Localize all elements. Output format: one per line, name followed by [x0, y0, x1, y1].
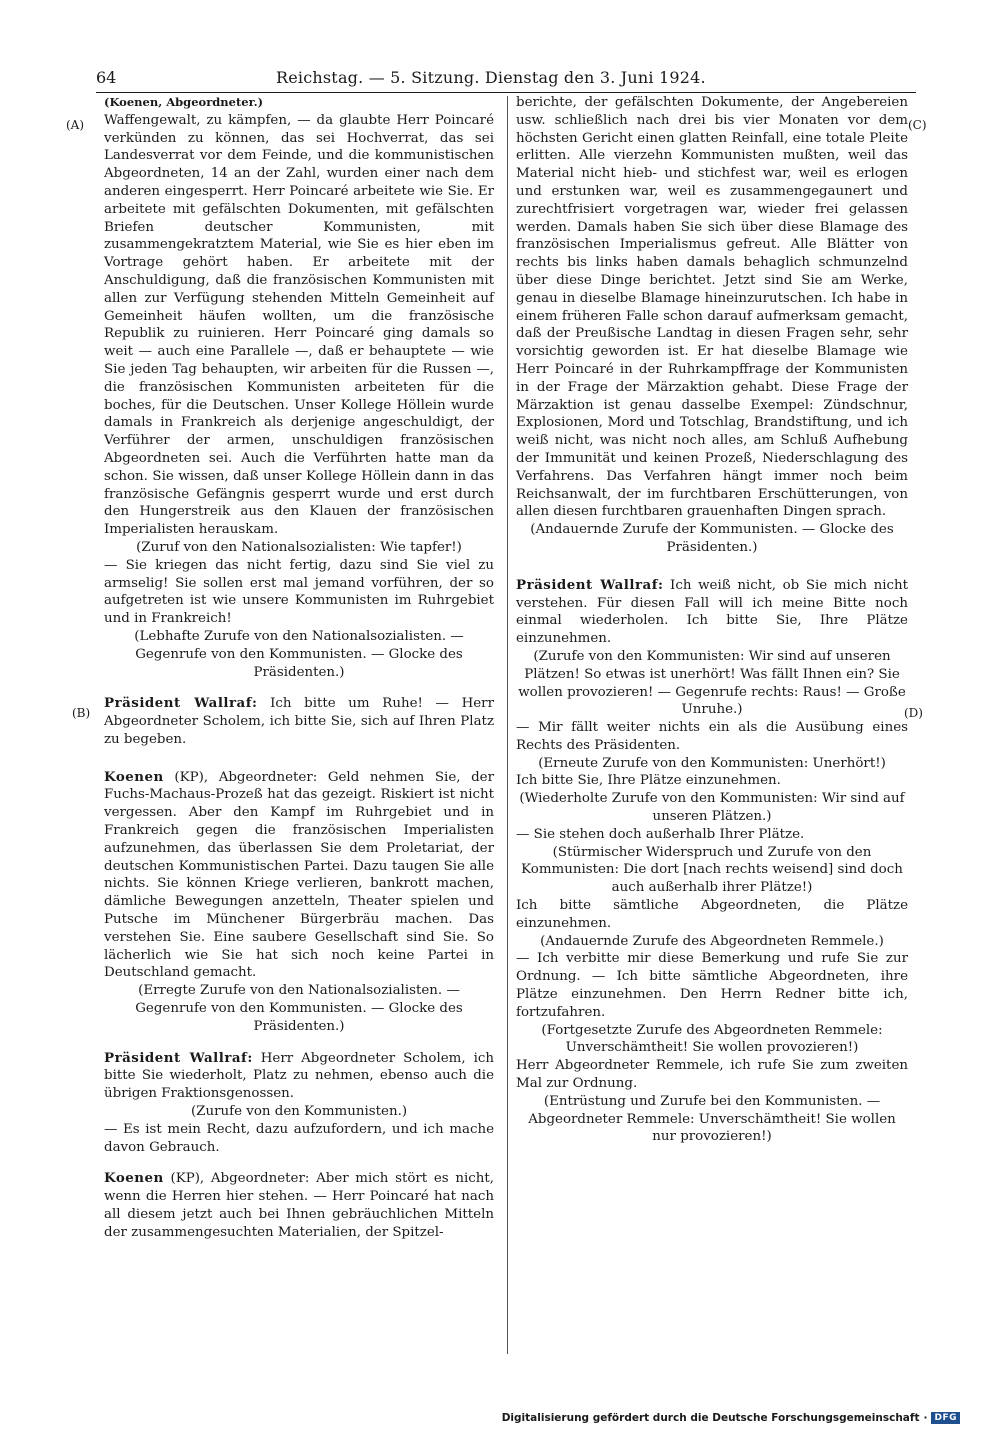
- paragraph: — Sie kriegen das nicht fertig, dazu sind Sie viel zu armselig! Sie sollen erst mal jemand vorführen, der so aufgetreten ist wie unsere Kommunisten im Ruhrgebiet und in Frankreich!: [104, 557, 494, 627]
- interjection: (Erregte Zurufe von den Nationalsozialisten. — Gegenrufe von den Kommunisten. — Glocke des Präsidenten.): [135, 983, 463, 1034]
- interjection: (Zurufe von den Kommunisten: Wir sind auf unseren Plätzen! So etwas ist unerhört! Was fällt Ihnen ein? Sie wollen provozieren! — Gegenrufe rechts: Raus! — Große Unruhe.): [518, 648, 906, 718]
- margin-mark-a: (A): [66, 118, 85, 132]
- interjection: (Entrüstung und Zurufe bei den Kommunisten. — Abgeordneter Remmele: Unverschämtheit! Sie wollen nur provozieren!): [528, 1093, 896, 1145]
- interjection: (Lebhafte Zurufe von den Nationalsozialisten. — Gegenrufe von den Kommunisten. — Glocke des Präsidenten.): [134, 628, 464, 680]
- speaker-name: Präsident Wallraf:: [104, 695, 258, 712]
- paragraph: berichte, der gefälschten Dokumente, der Angebereien usw. schließlich nach drei bis vier Monaten vor dem höchsten Gericht einen glatten Reinfall, eine totale Pleite erlitten. Alle vierzehn Kommunisten mußten, weil das Material nicht hieb- und stichfest war, weil es erlogen und erstunken war, weil es zusammengegaunert und zurechtfrisiert vorgetragen war, wieder frei gelassen werden. Damals haben Sie sich über diese Blamage des französischen Imperialismus gefreut. Alle Blätter von rechts bis links haben damals behaglich schmunzelnd über diese Dinge berichtet. Jetzt sind Sie am Werke, genau in dieselbe Blamage hineinzurutschen. Ich habe in einem früheren Falle schon darauf aufmerksam gemacht, daß der Preußische Landtag in diesen Fragen sehr, sehr vorsichtig geworden ist. Er hat dieselbe Blamage wie Herr Poincaré in der Ruhrkampffrage der Kommunisten in der Frage der Märzaktion gehabt. Diese Frage der Märzaktion ist genau dasselbe Exempel: Zündschnur, Explosionen, Mord und Totschlag, Brandstiftung, und ich weiß nicht, was nicht noch alles, am Schluß Aufhebung der Immunität und keinen Prozeß, Niederschlagung des Verfahrens. Das Verfahren hängt immer noch beim Reichsanwalt, der im furchtbaren Erschütterungen, von allen diesen furchtbaren grauenhaften Dingen sprach.: [516, 95, 908, 520]
- spacer: [104, 749, 494, 769]
- interjection: (Andauernde Zurufe der Kommunisten. — Glocke des Präsidenten.): [530, 522, 894, 555]
- interjection: (Erneute Zurufe von den Kommunisten: Unerhört!): [538, 755, 886, 771]
- margin-mark-d: (D): [904, 706, 923, 720]
- column-divider: [507, 96, 508, 1354]
- interjection: (Stürmischer Widerspruch und Zurufe von den Kommunisten: Die dort [nach rechts weisend] sind doch auch außerhalb ihrer Plätze!): [521, 844, 903, 896]
- page-number: 64: [96, 68, 117, 87]
- speech-president: [104, 695, 494, 748]
- running-title: Reichstag. — 5. Sitzung. Dienstag den 3. Juni 1924.: [276, 68, 706, 87]
- paragraph: — Ich verbitte mir diese Bemerkung und rufe Sie zur Ordnung. — Ich bitte sämtliche Abgeordneten, ihre Plätze einzunehmen. Den Herrn Redner bitte ich, fortzufahren.: [516, 951, 908, 1020]
- paragraph: Herr Abgeordneter Remmele, ich rufe Sie zum zweiten Mal zur Ordnung.: [516, 1058, 908, 1092]
- speech-text: Ich bitte um Ruhe! — Herr Abgeordneter Scholem, ich bitte Sie, sich auf Ihren Platz zu begeben.: [104, 696, 494, 747]
- speaker-continued: (Koenen, Abgeordneter.): [104, 95, 264, 109]
- margin-mark-b: (B): [72, 706, 91, 720]
- speech-text: (KP), Abgeordneter: Aber mich stört es nicht, wenn die Herren hier stehen. — Herr Poincaré hat nach all diesem jetzt auch bei Ihnen gebräuchlichen Mitteln der zusammengesuchten Materialien, der Spitzel-: [104, 1171, 494, 1240]
- dfg-logo: DFG: [931, 1412, 960, 1424]
- speech-president: [104, 1050, 494, 1103]
- spacer: [516, 557, 908, 577]
- interjection: (Zurufe von den Kommunisten.): [190, 1104, 408, 1120]
- interjection: (Wiederholte Zurufe von den Kommunisten: Wir sind auf unseren Plätzen.): [519, 791, 905, 825]
- spacer: [104, 1036, 494, 1050]
- right-column: [516, 94, 908, 1146]
- header-rule: [96, 92, 916, 93]
- paragraph: Ich bitte Sie, Ihre Plätze einzunehmen.: [516, 773, 781, 789]
- interjection: (Andauernde Zurufe des Abgeordneten Remmele.): [540, 933, 884, 949]
- paragraph: — Sie stehen doch außerhalb Ihrer Plätze.: [516, 826, 805, 842]
- speech-text: (KP), Abgeordneter: Geld nehmen Sie, der Fuchs-Machaus-Prozeß hat das gezeigt. Riskiert ist nicht vergessen. Aber den Kampf im Ruhrgebiet und in Frankreich gegen die französischen Imperialisten aufzunehmen, das überlassen Sie dem Proletariat, der deutschen Kommunistischen Partei. Dazu taugen Sie alle nichts. Sie können Kriege verlieren, bankrott machen, dämliche Bewegungen anzetteln, Theater spielen und Putsche im Münchener Bürgerbräu machen. Das verstehen Sie. Eine saubere Gesellschaft sind Sie. So lächerlich wie Sie hat sich noch keine Partei in Deutschland gemacht.: [104, 769, 494, 981]
- speech-text: Ich weiß nicht, ob Sie mich nicht verstehen. Für diesen Fall will ich meine Bitte noch einmal wiederholen. Ich bitte Sie, Ihre Plätze einzunehmen.: [516, 577, 908, 647]
- interjection: (Fortgesetzte Zurufe des Abgeordneten Remmele: Unverschämtheit! Sie wollen provozieren!): [541, 1022, 883, 1056]
- paragraph: — Es ist mein Recht, dazu aufzufordern, und ich mache davon Gebrauch.: [104, 1121, 494, 1155]
- margin-mark-c: (C): [908, 118, 927, 132]
- speaker-name: Präsident Wallraf:: [516, 576, 664, 593]
- speech-president: [516, 577, 908, 648]
- speaker-name: Präsident Wallraf:: [104, 1049, 253, 1066]
- speech-koenen: [104, 769, 494, 983]
- speaker-name: Koenen: [104, 1170, 164, 1187]
- footer-bullet: ·: [923, 1412, 928, 1424]
- footer-text: Digitalisierung gefördert durch die Deutsche Forschungsgemeinschaft: [501, 1412, 920, 1424]
- speaker-name: Koenen: [104, 768, 164, 785]
- spacer: [104, 1156, 494, 1170]
- speech-koenen: [104, 1170, 494, 1241]
- paragraph: — Mir fällt weiter nichts ein als die Ausübung eines Rechts des Präsidenten.: [516, 720, 908, 753]
- digitization-footer: [502, 1412, 960, 1424]
- speech-text: Herr Abgeordneter Scholem, ich bitte Sie wiederholt, Platz zu nehmen, ebenso auch die übrigen Fraktionsgenossen.: [104, 1050, 494, 1102]
- page-header: [96, 66, 916, 90]
- interjection: (Zuruf von den Nationalsozialisten: Wie tapfer!): [136, 539, 462, 555]
- paragraph: Waffengewalt, zu kämpfen, — da glaubte Herr Poincaré verkünden zu können, das sei Hochverrat, das sei Landesverrat vor dem Feinde, und die kommunistischen Abgeordneten, 14 an der Zahl, wurden einer nach dem anderen eingesperrt. Herr Poincaré arbeitete wie Sie. Er arbeitete mit gefälschten Dokumenten, mit gefälschten Briefen deutscher Kommunisten, mit zusammengekratztem Material, wie Sie es hier eben im Vortrage gehört haben. Er arbeitete mit der Anschuldigung, daß die französischen Kommunisten mit allen zur Verfügung stehenden Mitteln Gemeinheit auf Gemeinheit häufen wollten, um die französische Republik zu ruinieren. Herr Poincaré ging damals so weit — auch eine Parallele —, daß er behauptete — wie Sie jeden Tag behaupten, wir arbeiten für die Russen —, die französischen Kommunisten arbeiteten für die boches, für die Deutschen. Unser Kollege Höllein wurde damals in Frankreich als derjenige angeschuldigt, der Verführer der armen, unschuldigen französischen Abgeordneten sei. Auch die Verführten hatte man da schon. Sie wissen, daß unser Kollege Höllein dann in das französische Gefängnis gesperrt wurde und erst durch den Hungerstreik aus den Klauen der französischen Imperialisten herauskam.: [104, 112, 494, 538]
- left-column: [104, 94, 494, 1242]
- paragraph: Ich bitte sämtliche Abgeordneten, die Plätze einzunehmen.: [516, 898, 908, 931]
- spacer: [104, 681, 494, 695]
